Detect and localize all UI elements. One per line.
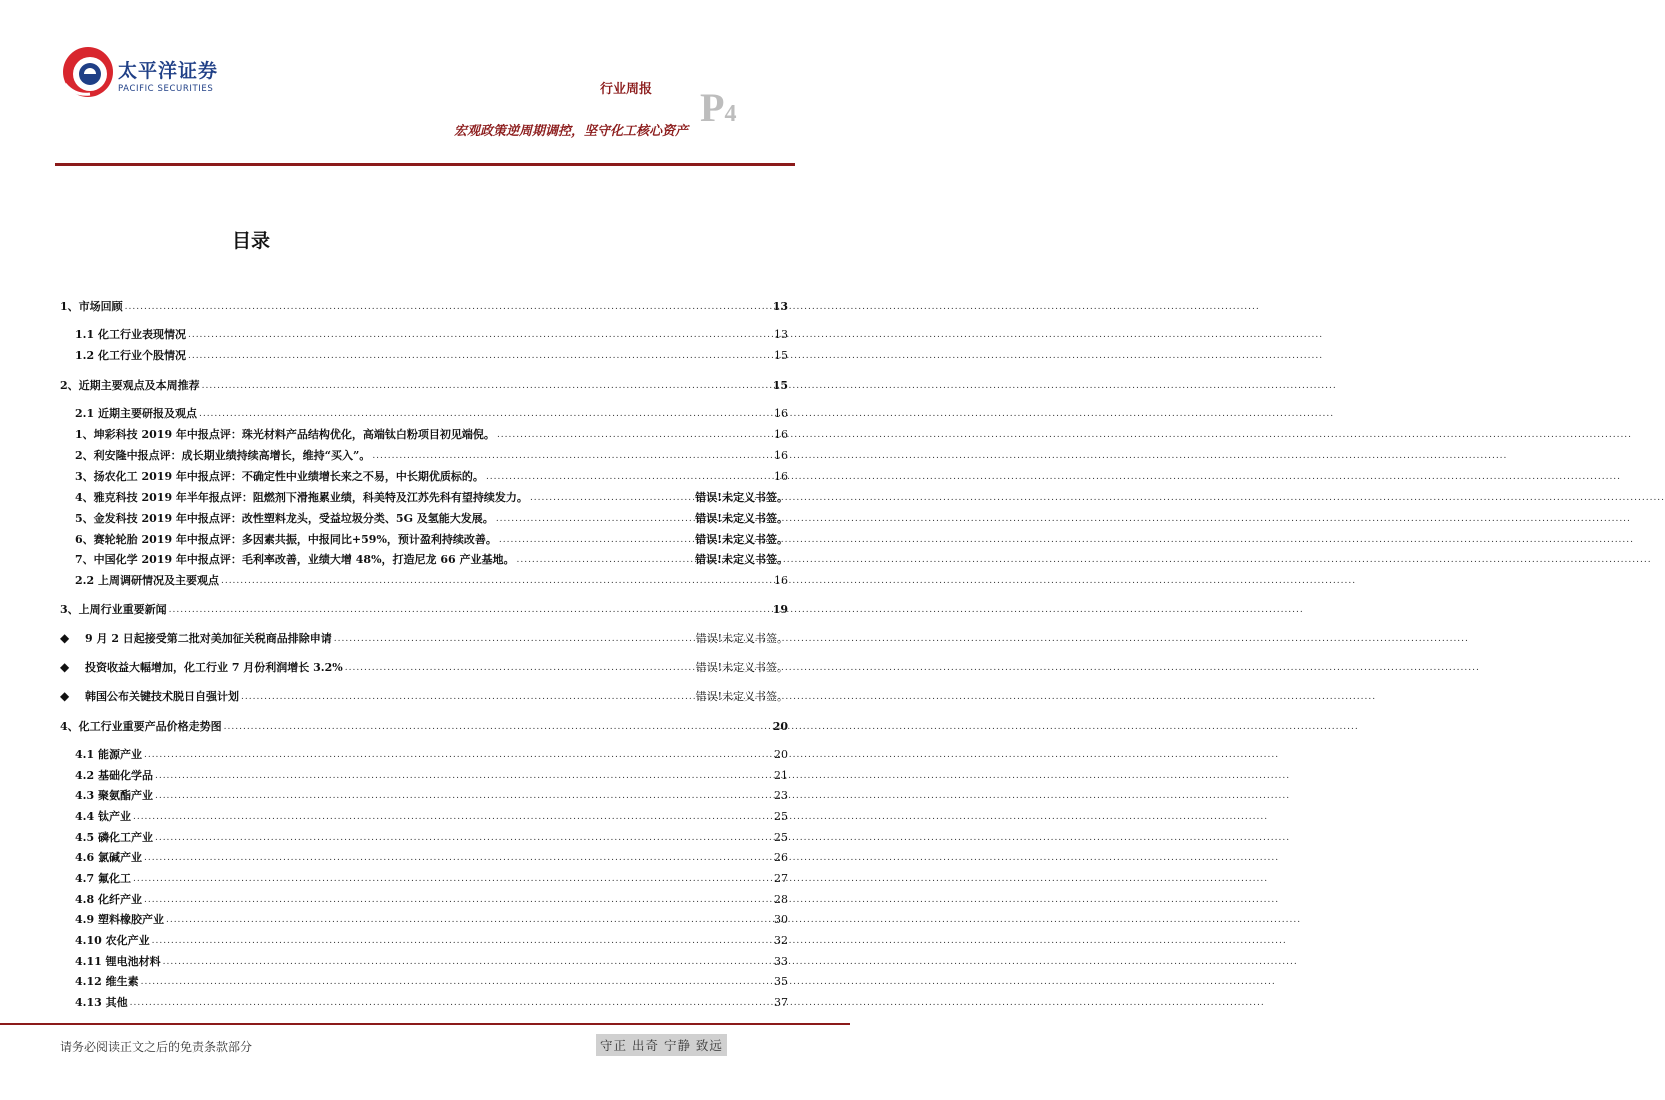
toc-entry-4-7[interactable]: 4.7 氟化工 ..... 27: [60, 868, 788, 888]
toc-entry-4-6[interactable]: 4.6 氯碱产业 ..... 26: [60, 847, 788, 867]
toc-entry-2-2[interactable]: 2.2 上周调研情况及主要观点 ..... 16: [60, 570, 788, 590]
toc-entry-report-2[interactable]: 2、利安隆中报点评：成长期业绩持续高增长，维持“买入”。 ..... 16: [60, 445, 788, 465]
toc-entry-report-1[interactable]: 1、坤彩科技 2019 年中报点评：珠光材料产品结构优化，高端钛白粉项目初见端倪。 ..... 16: [60, 424, 788, 444]
toc-entry-report-6[interactable]: 6、赛轮轮胎 2019 年中报点评：多因素共振，中报同比+59%，预计盈利持续改善。 ..... 错误!未定义书签。: [60, 529, 788, 549]
toc-entry-4-12[interactable]: 4.12 维生素 ..... 35: [60, 971, 788, 991]
pacific-securities-logo-icon: [60, 44, 116, 100]
logo-english-name: PACIFIC SECURITIES: [118, 84, 214, 94]
report-subtitle: 宏观政策逆周期调控，坚守化工核心资产: [453, 124, 688, 139]
toc-entry-1-2[interactable]: 1.2 化工行业个股情况 ..... 15: [60, 345, 788, 365]
company-logo: [60, 44, 225, 104]
diamond-bullet-icon: ◆: [60, 689, 70, 703]
toc-entry-2[interactable]: 2、近期主要观点及本周推荐 ..... 15: [60, 375, 788, 395]
toc-entry-4-13[interactable]: 4.13 其他 ..... 37: [60, 992, 788, 1012]
toc-entry-news-1[interactable]: ◆ 9 月 2 日起接受第二批对美加征关税商品排除申请 ..... 错误!未定义书签。: [60, 628, 788, 648]
toc-entry-4-8[interactable]: 4.8 化纤产业 ..... 28: [60, 889, 788, 909]
toc-entry-4-10[interactable]: 4.10 农化产业 ..... 32: [60, 930, 788, 950]
toc-entry-news-2[interactable]: ◆ 投资收益大幅增加，化工行业 7 月份利润增长 3.2% ..... 错误!未定义书签。: [60, 657, 788, 677]
page-number-value: 4: [724, 101, 737, 127]
toc-entry-4-11[interactable]: 4.11 锂电池材料 ..... 33: [60, 951, 788, 971]
header-divider: [55, 163, 795, 166]
toc-entry-4-2[interactable]: 4.2 基础化学品 ..... 21: [60, 765, 788, 785]
toc-entry-1[interactable]: 1、市场回顾 ..... 13: [60, 296, 788, 316]
toc-entry-4-5[interactable]: 4.5 磷化工产业 ..... 25: [60, 827, 788, 847]
footer-divider: [0, 1023, 850, 1025]
toc-entry-report-3[interactable]: 3、扬农化工 2019 年中报点评：不确定性中业绩增长来之不易，中长期优质标的。 ..... 16: [60, 466, 788, 486]
toc-entry-4-3[interactable]: 4.3 聚氨酯产业 ..... 23: [60, 785, 788, 805]
toc-entry-4-9[interactable]: 4.9 塑料橡胶产业 ..... 30: [60, 909, 788, 929]
toc-entry-4-4[interactable]: 4.4 钛产业 ..... 25: [60, 806, 788, 826]
toc-entry-report-5[interactable]: 5、金发科技 2019 年中报点评：改性塑料龙头，受益垃圾分类、5G 及氢能大发展。 ..... 错误!未定义书签。: [60, 508, 788, 528]
toc-entry-news-3[interactable]: ◆ 韩国公布关键技术脱日自强计划 ..... 错误!未定义书签。: [60, 686, 788, 706]
page-number: [700, 84, 736, 131]
company-slogan: 守正 出奇 宁静 致远: [596, 1034, 727, 1056]
toc-entry-4[interactable]: 4、化工行业重要产品价格走势图 ..... 20: [60, 716, 788, 736]
toc-entry-4-1[interactable]: 4.1 能源产业 ..... 20: [60, 744, 788, 764]
report-type: 行业周报: [600, 82, 653, 97]
toc-entry-report-7[interactable]: 7、中国化学 2019 年中报点评：毛利率改善，业绩大增 48%，打造尼龙 66 产业基地。 ..... 错误!未定义书签。: [60, 549, 788, 569]
toc-title: 目录: [232, 230, 271, 252]
toc-entry-3[interactable]: 3、上周行业重要新闻 ..... 19: [60, 599, 788, 619]
toc-entry-2-1[interactable]: 2.1 近期主要研报及观点 ..... 16: [60, 403, 788, 423]
diamond-bullet-icon: ◆: [60, 631, 70, 645]
disclaimer-note: 请务必阅读正文之后的免责条款部分: [60, 1040, 253, 1054]
toc-entry-report-4[interactable]: 4、雅克科技 2019 年半年报点评：阻燃剂下滑拖累业绩，科美特及江苏先科有望持续发力。 ..... 错误!未定义书签。: [60, 487, 788, 507]
toc-entry-1-1[interactable]: 1.1 化工行业表现情况 ..... 13: [60, 324, 788, 344]
diamond-bullet-icon: ◆: [60, 660, 70, 674]
page-number-prefix: P: [700, 85, 725, 130]
logo-chinese-name: 太平洋证券: [118, 60, 219, 82]
